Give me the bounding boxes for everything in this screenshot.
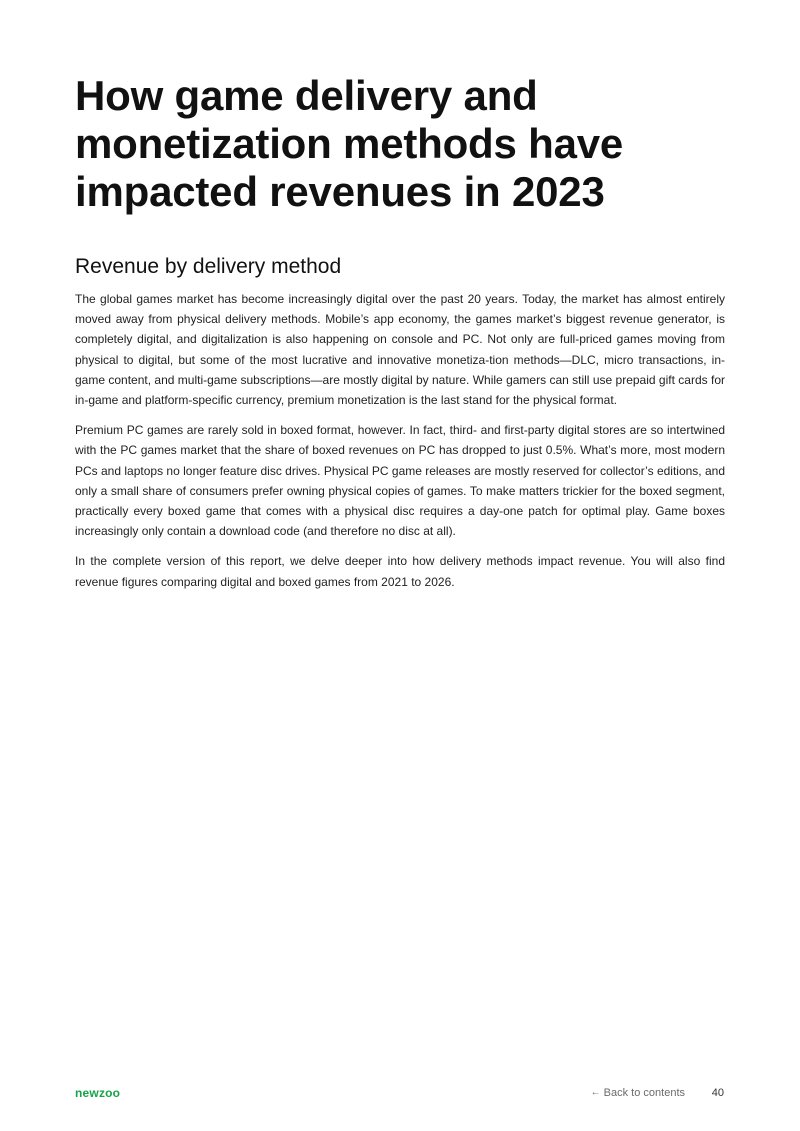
back-to-contents-link[interactable] [591,1086,685,1100]
page-title: How game delivery and monetization methods have impacted revenues in 2023 [75,72,624,215]
paragraph-3: In the complete version of this report, we delve deeper into how delivery methods impact revenue. You will also find revenue figures comparing digital and boxed games from 2021 to 2026. [75,554,725,589]
page-number: 40 [711,1087,724,1099]
paragraph-1: The global games market has become increasingly digital over the past 20 years. Today, the market has almost entirely moved away from physical delivery methods. Mobile’s app economy, the games market’s biggest revenue generator, is completely digital, and digitalization is also happening on console and PC. Not only are full-priced games moving from physical to digital, but some of the most lucrative and innovative monetiza-tion methods—DLC, micro transactions, in-game content, and multi-game subscriptions—are mostly digital by nature. While gamers can still use prepaid gift cards for in-game and platform-specific currency, premium monetization is the last stand for the physical format. [75,292,725,408]
back-to-contents-label: Back to contents [603,1087,685,1099]
paragraph-2: Premium PC games are rarely sold in boxed format, however. In fact, third- and first-party digital stores are so intertwined with the PC games market that the share of boxed revenues on PC has dropped to just 0.5%. What’s more, most modern PCs and laptops no longer feature disc drives. Physical PC game releases are mostly reserved for collector’s editions, and only a small share of consumers prefer owning physical copies of games. To make matters trickier for the boxed segment, practically every boxed game that comes with a physical disc requires a day-one patch for optimal play. Game boxes increasingly only contain a download code (and therefore no disc at all). [75,423,725,539]
body-text [75,289,725,602]
newzoo-logo[interactable]: newzoo [75,1086,121,1100]
section-heading: Revenue by delivery method [75,255,342,278]
arrow-left-icon: ← [590,1087,601,1098]
